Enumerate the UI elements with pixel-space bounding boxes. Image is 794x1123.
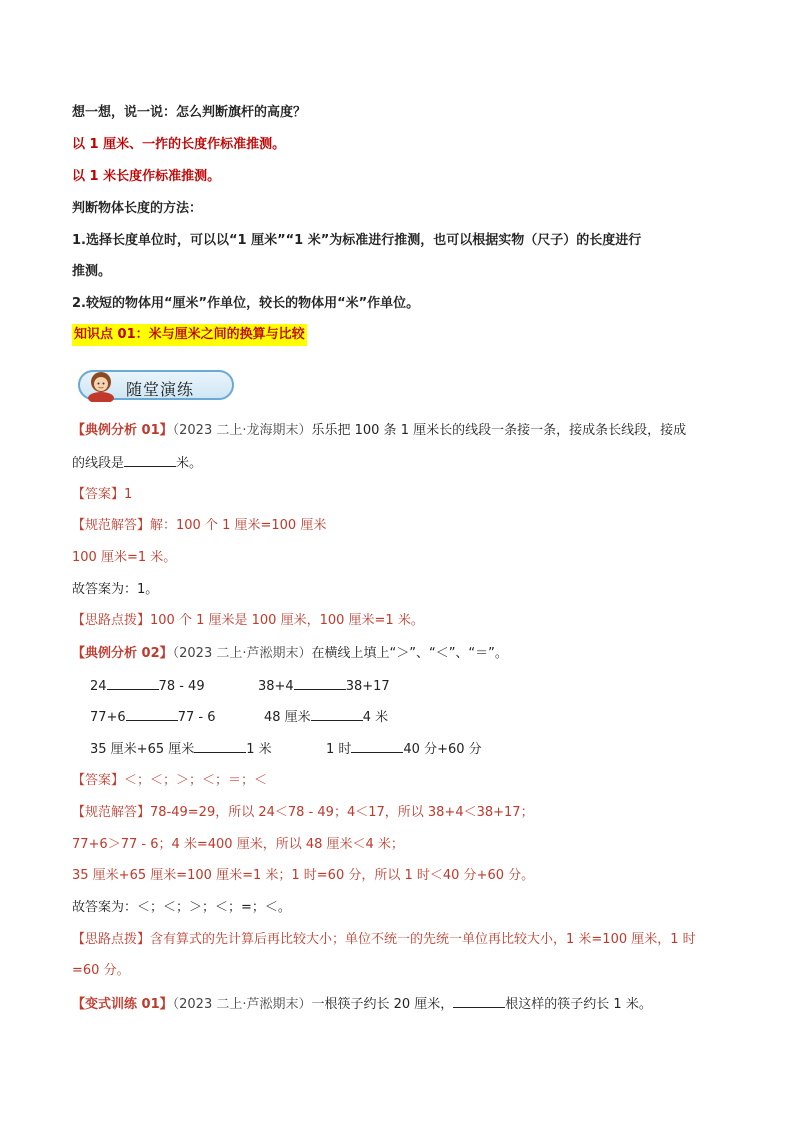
practice-badge [78, 370, 234, 400]
example2-tip-line [72, 931, 696, 949]
teacher-avatar-icon [86, 368, 116, 402]
example1-solution-2: 100 厘米=1 米。 [72, 550, 177, 565]
example1-solution-1: 解：100 个 1 厘米=100 厘米 [150, 518, 327, 533]
example1-text-b2: 米。 [176, 456, 203, 471]
row1a-left: 24 [90, 679, 107, 694]
example2-solution-1: 78-49=29，所以 24＜78 - 49；4＜17，所以 38+4＜38+17； [150, 805, 534, 820]
method-1-line-b: 推测。 [72, 264, 112, 279]
example2-tip-a: 含有算式的先计算后再比较大小；单位不统一的先统一单位再比较大小，1 米=100 厘米，1 时 [150, 932, 696, 947]
row1b-right: 38+17 [345, 679, 390, 694]
example2-row1a [90, 677, 205, 696]
row2a-blank [126, 708, 178, 721]
example2-row3b [326, 740, 482, 759]
example1-solution-line [72, 517, 326, 535]
example2-final: 故答案为：＜；＜；＞；＜；=；＜。 [72, 900, 291, 915]
row3b-right: 40 分+60 分 [403, 742, 482, 757]
example2-answer-tag: 【答案】 [72, 773, 125, 788]
variant1-text-b: 根这样的筷子约长 1 米。 [505, 997, 652, 1012]
method-1-line-a: 1.选择长度单位时，可以以“1 厘米”“1 米”为标准进行推测，也可以根据实物（尺子）的长度进行 [72, 233, 642, 248]
example1-text-a: 乐乐把 100 条 1 厘米长的线段一条接一条，接成条长线段，接成 [311, 423, 687, 438]
example2-header [72, 645, 508, 663]
row3b-blank [351, 740, 403, 753]
example1-answer-blank [124, 454, 176, 467]
example2-tag: 【典例分析 02】 [72, 646, 173, 661]
example1-tip-tag: 【思路点拨】 [72, 613, 151, 628]
example2-prompt: 在横线上填上“＞”、“＜”、“＝”。 [311, 646, 508, 661]
row1b-left: 38+4 [258, 679, 294, 694]
row2b-right: 4 米 [362, 710, 389, 725]
example1-line-b [72, 454, 202, 473]
row3a-right: 1 米 [246, 742, 272, 757]
example1-solution-tag: 【规范解答】 [72, 518, 151, 533]
example2-source: （2023 二上·芦淞期末） [172, 646, 312, 661]
intro-red-line-1: 以 1 厘米、一拃的长度作标准推测。 [72, 137, 286, 152]
example2-row2a [90, 708, 216, 727]
row1b-blank [294, 677, 346, 690]
knowledge-point-title: 米与厘米之间的换算与比较 [148, 327, 305, 342]
method-2: 2.较短的物体用“厘米”作单位，较长的物体用“米”作单位。 [72, 296, 420, 311]
row1a-blank [107, 677, 159, 690]
example1-tip: 100 个 1 厘米是 100 厘米，100 厘米=1 米。 [150, 613, 424, 628]
variant1-line [72, 995, 652, 1014]
row1a-right: 78 - 49 [158, 679, 205, 694]
variant1-source: （2023 二上·芦淞期末） [172, 997, 312, 1012]
intro-red-line-2: 以 1 米长度作标准推测。 [72, 169, 221, 184]
variant1-tag: 【变式训练 01】 [72, 997, 173, 1012]
intro-question: 想一想，说一说：怎么判断旗杆的高度？ [72, 105, 307, 120]
row2a-right: 77 - 6 [177, 710, 216, 725]
row2a-left: 77+6 [90, 710, 126, 725]
knowledge-point-heading [72, 324, 307, 346]
example2-tip-tag: 【思路点拨】 [72, 932, 151, 947]
example2-tip-b: =60 分。 [72, 963, 130, 978]
example1-answer: 1 [124, 487, 133, 502]
knowledge-point-label: 知识点 01： [74, 327, 149, 342]
example2-solution-2: 77+6＞77 - 6；4 米=400 厘米，所以 48 厘米＜4 米； [72, 837, 404, 852]
example2-solution-line [72, 804, 534, 822]
row2b-blank [311, 708, 363, 721]
example2-solution-3: 35 厘米+65 厘米=100 厘米=1 米；1 时=60 分，所以 1 时＜40 分+60 分。 [72, 868, 535, 883]
example1-answer-tag: 【答案】 [72, 487, 125, 502]
row3b-left: 1 时 [326, 742, 352, 757]
variant1-text-a: 一根筷子约长 20 厘米， [311, 997, 454, 1012]
row3a-blank [194, 740, 246, 753]
example1-tip-line [72, 612, 424, 630]
example2-row3a [90, 740, 272, 759]
example1-answer-line [72, 486, 132, 504]
example2-answer: ＜；＜；＞；＜；＝；＜ [124, 773, 268, 788]
example1-final: 故答案为：1。 [72, 582, 159, 597]
example1-tag: 【典例分析 01】 [72, 423, 173, 438]
example1-source: （2023 二上·龙海期末） [172, 423, 312, 438]
row3a-left: 35 厘米+65 厘米 [90, 742, 195, 757]
row2b-left: 48 厘米 [264, 710, 311, 725]
method-title: 判断物体长度的方法： [72, 201, 203, 216]
example1-text-b1: 的线段是 [72, 456, 125, 471]
example2-row2b [264, 708, 388, 727]
example2-row1b [258, 677, 390, 696]
example2-solution-tag: 【规范解答】 [72, 805, 151, 820]
practice-badge-label: 随堂演练 [126, 380, 195, 399]
example2-answer-line [72, 772, 267, 790]
variant1-blank [453, 995, 505, 1008]
example1-line-a [72, 422, 686, 440]
